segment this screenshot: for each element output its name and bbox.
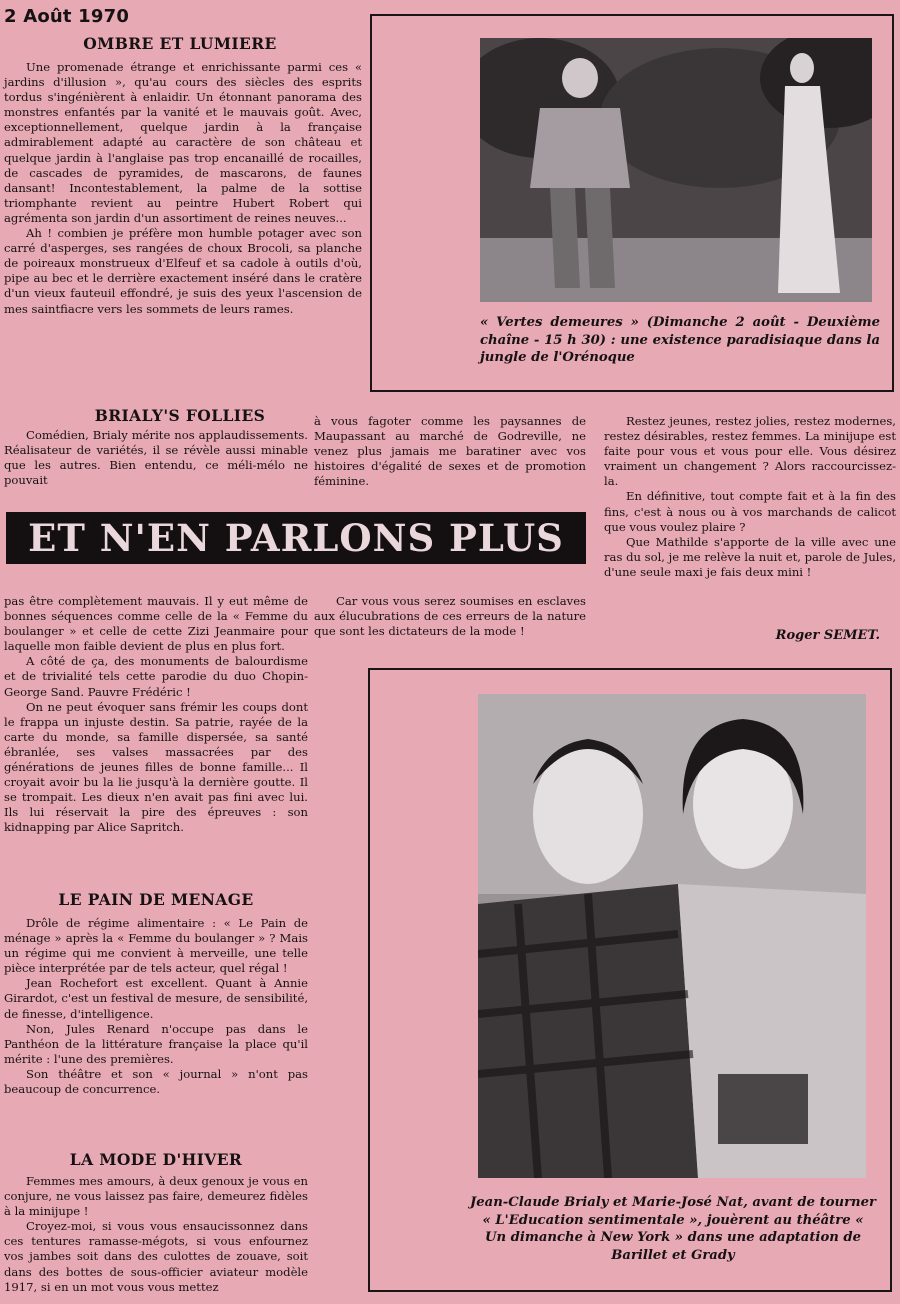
paragraph: A côté de ça, des monuments de balourdisme et de trivialité tels cette parodie du duo Chopin-George Sand. Pauvre Frédéric ! [4,654,308,699]
article-ombre-et-lumiere [4,60,362,317]
article-continuation-col2-top [314,414,586,489]
paragraph: Que Mathilde s'apporte de la ville avec une ras du sol, je me relève la nuit et, parole de Jules, d'une seule maxi je fais deux mini ! [604,534,897,579]
page-date: 2 Août 1970 [4,6,130,27]
photo-frame-brialy-nat [368,668,892,1292]
article-continuation-col3 [604,414,896,580]
paragraph: Car vous vous serez soumises en esclaves aux élucubrations de ces erreurs de la nature que sont les dictateurs de la mode ! [314,594,586,639]
jungle-scene-image [480,38,872,302]
photo-brialy-nat [478,694,866,1178]
paragraph: Non, Jules Renard n'occupe pas dans le Panthéon de la littérature française la place qu'il mérite : l'une des premières. [4,1021,308,1066]
author-signature: Roger SEMET. [775,628,880,643]
paragraph: pas être complètement mauvais. Il y eut même de bonnes séquences comme celle de la « Femme du boulanger » et celle de cette Zizi Jeanmaire pour laquelle mon faible devient de plus en plus fort. [4,594,308,654]
caption-vertes-demeures: « Vertes demeures » (Dimanche 2 août - Deuxième chaîne - 15 h 30) : une existence paradisiaque dans la jungle de l'Orénoque [480,315,880,365]
paragraph: Restez jeunes, restez jolies, restez modernes, restez désirables, restez femmes. La minijupe est faite pour vous et vous pour elle. Vous désirez vraiment un changement ? Alors raccourcissez-la. [604,414,896,489]
headline-la-mode-dhiver: LA MODE D'HIVER [69,1150,243,1169]
portrait-couple-image [478,694,866,1178]
paragraph: Comédien, Brialy mérite nos applaudissements. Réalisateur de variétés, il se révèle aussi minable que les autres. Bien entendu, ce méli-mélo ne pouvait [4,428,308,488]
paragraph: Une promenade étrange et enrichissante parmi ces « jardins d'illusion », qu'au cours des siècles des esprits tordus s'ingénièrent à enlaidir. Un étonnant panorama des monstres enfantés par la vanité et le mauvais goût. Avec, exceptionnellement, quelque jardin à la française admirablement adapté au caractère de son château et quelque jardin à l'anglaise pas trop encanaillé de rocailles, de cascades de pyramides, de mascarons, de faunes dansant! Incontestablement, la palme de la sottise triomphante revient au peintre Hubert Robert qui agrémenta son jardin d'un assortiment de reines neuves... [4,60,362,225]
paragraph: En définitive, tout compte fait et à la fin des fins, c'est à nous ou à vos marchands de calicot que vous voulez plaire ? [604,489,896,534]
paragraph: à vous fagoter comme les paysannes de Maupassant au marché de Godreville, ne venez plus jamais me baratiner avec vos histoires d'égalité de sexes et de promotion féminine. [314,414,586,489]
article-le-pain-de-menage [4,916,308,1097]
headline-le-pain-de-menage: LE PAIN DE MENAGE [58,890,254,909]
photo-frame-vertes-demeures [370,14,894,392]
paragraph: Femmes mes amours, à deux genoux je vous en conjure, ne vous laissez pas faire, demeurez fidèles à la minijupe ! [4,1174,308,1219]
headline-brialys-follies: BRIALY'S FOLLIES [94,406,266,425]
paragraph: Son théâtre et son « journal » n'ont pas beaucoup de concurrence. [4,1066,308,1097]
article-brialys-follies-continued [4,594,308,836]
article-la-mode-dhiver [4,1174,308,1295]
paragraph: Jean Rochefort est excellent. Quant à Annie Girardot, c'est un festival de mesure, de sensibilité, de finesse, d'intelligence. [4,976,308,1021]
paragraph: Ah ! combien je préfère mon humble potager avec son carré d'asperges, ses rangées de choux Brocoli, sa planche de poireaux monstrueux d'Elfeuf et sa cadole à outils d'où, pipe au bec et le derrière exactement inséré dans le cratère d'un vieux fauteuil effondré, je suis des yeux l'ascension de mes saintfiacre vers les sommets de leurs rames. [4,226,362,316]
article-brialys-follies [4,428,308,488]
photo-vertes-demeures [480,38,872,302]
paragraph: On ne peut évoquer sans frémir les coups dont le frappa un injuste destin. Sa patrie, rayée de la carte du monde, sa famille dispersée, sa santé ébranlée, ses valses massacrées par des générations de jeunes filles de bonne famille... Il croyait avoir bu la lie jusqu'à la dernière goutte. Il se trompait. Les dieux n'en avait pas fini avec lui. Ils lui réservait la pire des épreuves : son kidnapping par Alice Sapritch. [4,699,308,835]
article-continuation-col2-mid [314,594,586,639]
caption-brialy-nat: Jean-Claude Brialy et Marie-José Nat, avant de tourner « L'Education sentimentale », jouèrent au théâtre « Un dimanche à New York » dans une adaptation de Barillet et Grady [470,1195,876,1263]
paragraph: Croyez-moi, si vous vous ensaucissonnez dans ces tentures ramasse-mégots, si vous enfournez vos jambes soit dans des culottes de zouave, soit dans des bottes de sous-officier aviateur modèle 1917, si en un mot vous vous mettez [4,1219,308,1294]
banner-headline: ET N'EN PARLONS PLUS [6,512,586,564]
headline-ombre-et-lumiere: OMBRE ET LUMIERE [83,34,277,53]
paragraph: Drôle de régime alimentaire : « Le Pain de ménage » après la « Femme du boulanger » ? Mais un régime qui me convient à merveille, une telle pièce interprétée par de tels acteur, quel régal ! [4,916,308,976]
